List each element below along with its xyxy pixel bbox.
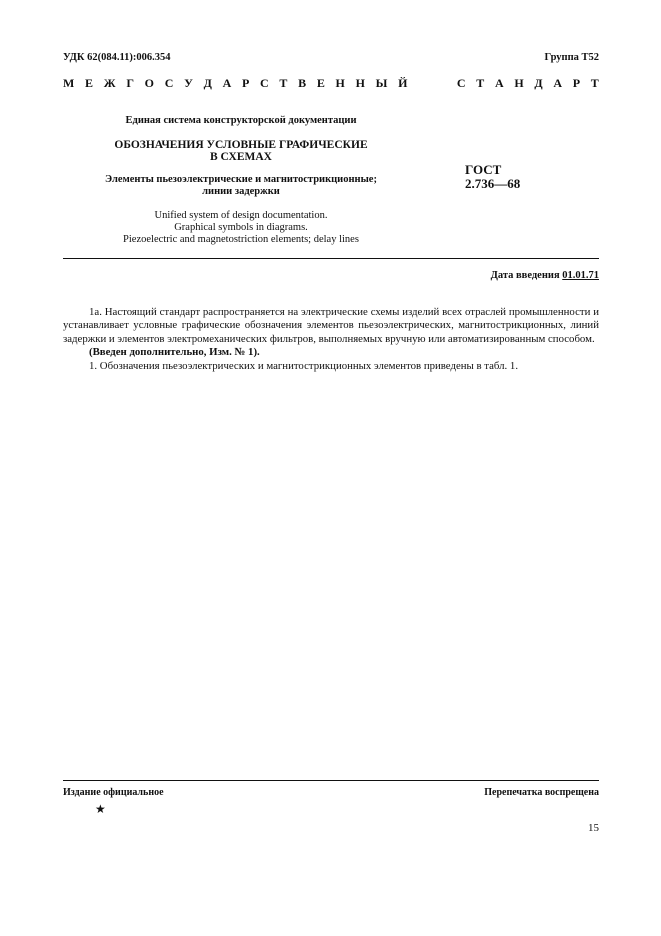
banner-letter: Д xyxy=(203,76,212,90)
system-name: Единая система конструкторской документации xyxy=(125,115,357,126)
banner-letter: Е xyxy=(85,76,94,90)
banner-letter: С xyxy=(260,76,269,90)
banner-letter: А xyxy=(553,76,563,90)
intro-date-value: 01.01.71 xyxy=(562,270,599,281)
banner-letter: Р xyxy=(241,76,250,90)
document-title xyxy=(63,139,419,163)
paragraph-1a: 1а. Настоящий стандарт распространяется на электрические схемы изделий всех отраслей промышленности и устанавливает условные графические обозначения элементов пьезоэлектрических, магнитострикционных, линий задержки и элементов электромеханических фильтров, выполняемых вручную или автоматизированным способом. xyxy=(63,306,599,345)
footer-divider xyxy=(63,780,599,781)
gost-designation xyxy=(465,163,555,191)
banner-letter: Т xyxy=(476,76,485,90)
banner-letter: Й xyxy=(398,76,408,90)
group-code: Группа Т52 xyxy=(544,52,599,63)
english-line-2: Graphical symbols in diagrams. xyxy=(174,222,308,233)
banner-letter: С xyxy=(164,76,174,90)
header-divider xyxy=(63,258,599,259)
subtitle-line-1: Элементы пьезоэлектрические и магнитострикционные; xyxy=(105,174,377,185)
banner-letter: Е xyxy=(316,76,325,90)
intro-date-label: Дата введения xyxy=(490,270,560,281)
banner-letter: А xyxy=(494,76,504,90)
document-subtitle xyxy=(63,174,419,198)
gost-number: 2.736—68 xyxy=(465,176,521,191)
banner-letter: Г xyxy=(126,76,134,90)
banner-letter: С xyxy=(456,76,466,90)
paragraph-1: 1. Обозначения пьезоэлектрических и магнитострикционных элементов приведены в табл. 1. xyxy=(89,359,519,372)
english-title xyxy=(63,210,419,246)
banner-letter: Т xyxy=(279,76,288,90)
banner-letter: М xyxy=(63,76,75,90)
official-edition: Издание официальное xyxy=(63,787,164,798)
banner-letter: Ы xyxy=(375,76,388,90)
banner-gap xyxy=(418,76,446,91)
banner-letter: В xyxy=(298,76,307,90)
banner-letter: О xyxy=(144,76,155,90)
banner-letter: Ж xyxy=(103,76,116,90)
banner-letter: Д xyxy=(534,76,543,90)
body-text xyxy=(63,306,599,373)
gost-label: ГОСТ xyxy=(465,162,502,177)
amendment-note: (Введен дополнительно, Изм. № 1). xyxy=(89,346,260,359)
reprint-prohibited: Перепечатка воспрещена xyxy=(484,787,599,798)
english-line-3: Piezoelectric and magnetostriction elements; delay lines xyxy=(123,234,359,245)
star-icon: ★ xyxy=(95,802,106,816)
banner-letter: Н xyxy=(514,76,524,90)
title-line-2: В СХЕМАХ xyxy=(210,151,272,163)
subtitle-line-2: линии задержки xyxy=(202,186,280,197)
udk-code: УДК 62(084.11):006.354 xyxy=(63,52,171,63)
banner-letter: У xyxy=(184,76,193,90)
banner-letter: Н xyxy=(335,76,345,90)
intro-date xyxy=(491,270,599,281)
banner-letter: Т xyxy=(590,76,599,90)
title-line-1: ОБОЗНАЧЕНИЯ УСЛОВНЫЕ ГРАФИЧЕСКИЕ xyxy=(114,139,368,151)
english-line-1: Unified system of design documentation. xyxy=(154,210,328,221)
page-number: 15 xyxy=(588,822,599,834)
banner-letter: Н xyxy=(355,76,365,90)
banner-letter: Р xyxy=(572,76,581,90)
banner-letter: А xyxy=(222,76,232,90)
standard-banner xyxy=(63,76,599,91)
